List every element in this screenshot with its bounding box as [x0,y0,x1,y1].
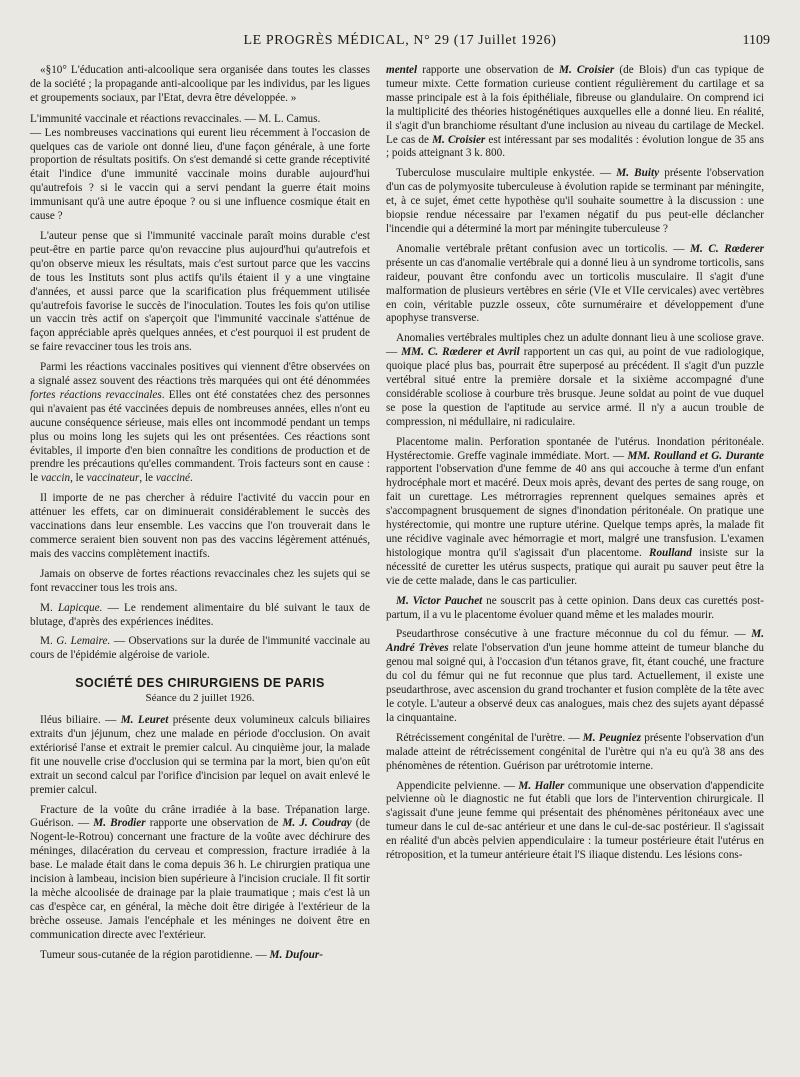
paragraph: Appendicite pelvienne. — M. Haller communique une observation d'appendicite pelvienne où le diagnostic ne fut établi que lors de l'intervention chirurgicale. Il s'agissait d'une jeune femme qui présentait des phénomènes péritonéaux avec une tumeur dans le cul de-sac antérieur et une dans le cul-de-sac postérieur. Il s'agissait en réalité d'un abcès pelvien appendiculaire : la tumeur postérieure était l'utérus en rétroposition, et la tumeur antérieure était l'S iliaque distendu. Les lésions cons- [386,779,765,862]
section-title: SOCIÉTÉ DES CHIRURGIENS DE PARIS [75,676,325,691]
paragraph: Pseudarthrose consécutive à une fracture méconnue du col du fémur. — M. André Trèves relate l'observation d'un jeune homme atteint de tumeur blanche du genou mal soigné qui, à l'occasion d'un tétanos grave, fit, étant couché, une fracture du col du fémur qui ne fut reconnue que plus tard. Actuellement, il existe une pseudarthrose, avec ascension du grand trochanter et fusion complète de la tête avec le cotyle. L'auteur a observé deux cas analogues, mais chez des sujets ayant dépassé la cinquantaine. [386,628,765,724]
paragraph: «§10° L'éducation anti-alcoolique sera organisée dans toutes les classes de la société ; la propagande anti-alcoolique par les individus, par les ligues et groupements sociaux, par l'Etat, devra être développée. » [30,64,370,104]
paragraph: Tuberculose musculaire multiple enkystée. — M. Buity présente l'observation d'un cas de polymyosite tuberculeuse à évolution rapide se terminant par méningite, et, à ce sujet, émet cette hypothèse qu'il souhaite soumettre à la discussion : une biopsie rendue nécessaire par l'examen négatif du pus peut-elle déclancher l'incendie qui a déterminé la mort par méningite tuberculeuse ? [386,167,764,235]
paragraph: Jamais on observe de fortes réactions revaccinales chez les sujets qui se font revacciner tous les trois ans. [30,567,370,594]
left-column [30,64,370,968]
paragraph: L'auteur pense que si l'immunité vaccinale paraît moins durable c'est peut-être en partie parce qu'on revaccine plus aujourd'hui qu'autrefois et qu'on observe mieux les résultats, mais c'est surtout parce que les vaccins de tous les Instituts sont plus actifs qu'ils étaient il y a une vingtaine d'années, et aussi parce que la scarification plus fréquemment utilisée qu'autrefois favorise le succès de l'inoculation. Toutes les fois qu'on utilise un vaccin très actif on s'aperçoit que l'immunité vaccinale s'atténue de façon appréciable après quelques années, et c'est pourquoi il est prudent de se faire revacciner tous les trois ans. [30,229,370,354]
paragraph: Placentome malin. Perforation spontanée de l'utérus. Inondation péritonéale. Hystérectomie. Greffe vaginale immédiate. Mort. — MM. Roulland et G. Durante rapportent l'observation d'une femme de 40 ans qui accouche à terme d'un enfant hydrocéphale mort et macéré. Deux mois après, devant des pertes de sang rouge, on fait un curettage. Les métrorragies reprennent quelques semaines après et s'accompagnent brusquement de signes d'inondation péritonéale. On pratique une hystérectomie, qui montre une rupture utérine. Quelque temps après, la malade fit une récidive vaginale avec hémorragie et mort, malgré une transfusion. L'examen histologique montra qu'il s'agissait d'un placentome. Roulland insiste sur la nécessité de curetter les utérus suspects, pratique qui aurait pu sauver peut être la vie de cette malade, dans le cas particulier. [386,435,765,587]
article-body: — Les nombreuses vaccinations qui eurent lieu récemment à l'occasion de quelques cas de variole ont donné lieu, d'une façon générale, à une forte proportion de résultats positifs. On s'est demandé si cette grande réceptivité était l'indice d'une immunité vaccinale moins durable aujourd'hui qu'autrefois ? si le vaccin qui a servi pendant la guerre était moins immunisant qu'à une autre époque ? ou si une influence cosmique était en cause ? [30,126,370,223]
paragraph: Anomalies vertébrales multiples chez un adulte donnant lieu à une scoliose grave. — MM. C. Rœderer et Avril rapportent un cas qui, au point de vue radiologique, quoique placé plus bas, pourrait être superposé au précédent. Il s'agit d'un puzzle vertébral situé entre la première dorsale et la sixième accompagné d'une considérable scoliose à courbure très brusque. Jeune soldat au point de vue duquel se pose la question de l'aptitude au service armé. Il n'y a aucun trouble de compression, ni médullaire, ni radiculaire. [386,332,764,428]
paragraph: Tumeur sous-cutanée de la région parotidienne. — M. Dufour- [40,948,323,961]
running-title: LE PROGRÈS MÉDICAL, N° 29 (17 Juillet 1926) [243,33,557,48]
right-column [386,64,764,869]
page-number: 1109 [742,33,770,48]
paragraph: mentel rapporte une observation de M. Croisier (de Blois) d'un cas typique de tumeur mixte. Cette formation curieuse contient régulièrement du cartilage et sa masse principale est à la fois épithéliale, fibreuse ou glandulaire. On comprend ici la multiplicité des théories histogénétiques auxquelles elle a donné lieu. En réalité, il s'agit d'un branchiome résultant d'une inclusion au niveau du cartilage de Meckel. Le cas de M. Croisier est intéressant par ses modalités : évolution longue de 35 ans ; poids atteignant 3 k. 800. [386,64,765,160]
paragraph: Il importe de ne pas chercher à réduire l'activité du vaccin pour en atténuer les effets, car on diminuerait considérablement le succès des vaccinations dans leur ensemble. Les vaccins que l'on trouverait dans le commerce seraient bien souvent non pas des vaccins légèrement atténués, mais des vaccins complètement inactifs. [30,492,370,560]
paragraph: M. Lapicque. — Le rendement alimentaire du blé suivant le taux de blutage, d'après des expériences inédites. [30,601,370,628]
page-header [0,33,800,51]
paragraph: M. Victor Pauchet ne souscrit pas à cette opinion. Dans deux cas curettés post-partum, il a vu le placentome évoluer quand même et les malades mourir. [386,594,764,621]
paragraph [30,113,370,224]
paragraph: Iléus biliaire. — M. Leuret présente deux volumineux calculs biliaires extraits d'un jéjunum, chez une malade en période d'occlusion. On avait extériorisé l'anse et extrait le premier calcul. Au cinquième jour, la malade fit une nouvelle crise d'occlusion qui se termina par la mort, bien qu'on eût extrait un second calcul par l'orifice d'incision par lequel on avait enlevé le premier calcul. [30,714,370,796]
paragraph: Fracture de la voûte du crâne irradiée à la base. Trépanation large. Guérison. — M. Brodier rapporte une observation de M. J. Coudray (de Nogent-le-Rotrou) concernant une fracture de la voûte avec déchirure des méninges, dilacération du cerveau et compression, fracture irradiée à la base. Le malade était dans le coma depuis 36 h. Le chirurgien pratiqua une incision à lambeau, incision bien supérieure à l'incision cruciale. Il fit sortir la mèche alcoolisée de drainage par la plaie traumatique ; mais c'est là un cas d'espèce car, en général, la mèche doit être dirigée à l'extérieur de la brèche osseuse. Jamais l'encéphale et les méninges ne doivent être en communication directe avec l'extérieur. [30,803,371,941]
paragraph: M. G. Lemaire. — Observations sur la durée de l'immunité vaccinale au cours de l'épidémie algéroise de variole. [30,635,371,662]
paragraph: Parmi les réactions vaccinales positives qui viennent d'être observées on a signalé assez souvent des réactions très marquées qui ont été dénommées fortes réactions revaccinales. Elles ont été constatées chez des personnes qui n'avaient pas été vaccinées depuis de nombreuses années, elles n'ont eu aucune conséquence sérieuse, mais elles ont incommodé pendant un temps plus ou moins long les sujets qui les ont présentées. Ces réactions sont évitables, il importe d'en bien connaître les conditions de production et de prendre les précautions qu'elles commandent. Trois facteurs sont en cause : le vaccin, le vaccinateur, le vacciné. [30,361,370,485]
paragraph: Rétrécissement congénital de l'urètre. — M. Peugniez présente l'observation d'un malade atteint de rétrécissement congénital de l'urètre qui n'a eu qu'à 38 ans des phénomènes de rétention. Guérison par urétrotomie interne. [386,731,765,772]
paragraph: Anomalie vertébrale prêtant confusion avec un torticolis. — M. C. Rœderer présente un cas d'anomalie vertébrale qui a donné lieu à un syndrome torticolis, sans raideur, pouvant être confondu avec un torticolis musculaire. Il s'agit d'une malformation de plusieurs vertèbres en série (VIe et VIIe cervicales) avec vertèbres en coin, véritable puzzle osseux, côte surnuméraire et développement d'une apophyse transverse. [386,242,765,325]
article-heading: L'immunité vaccinale et réactions revaccinales. — M. L. Camus. [30,112,321,125]
section-date: Séance du 2 juillet 1926. [145,692,255,705]
